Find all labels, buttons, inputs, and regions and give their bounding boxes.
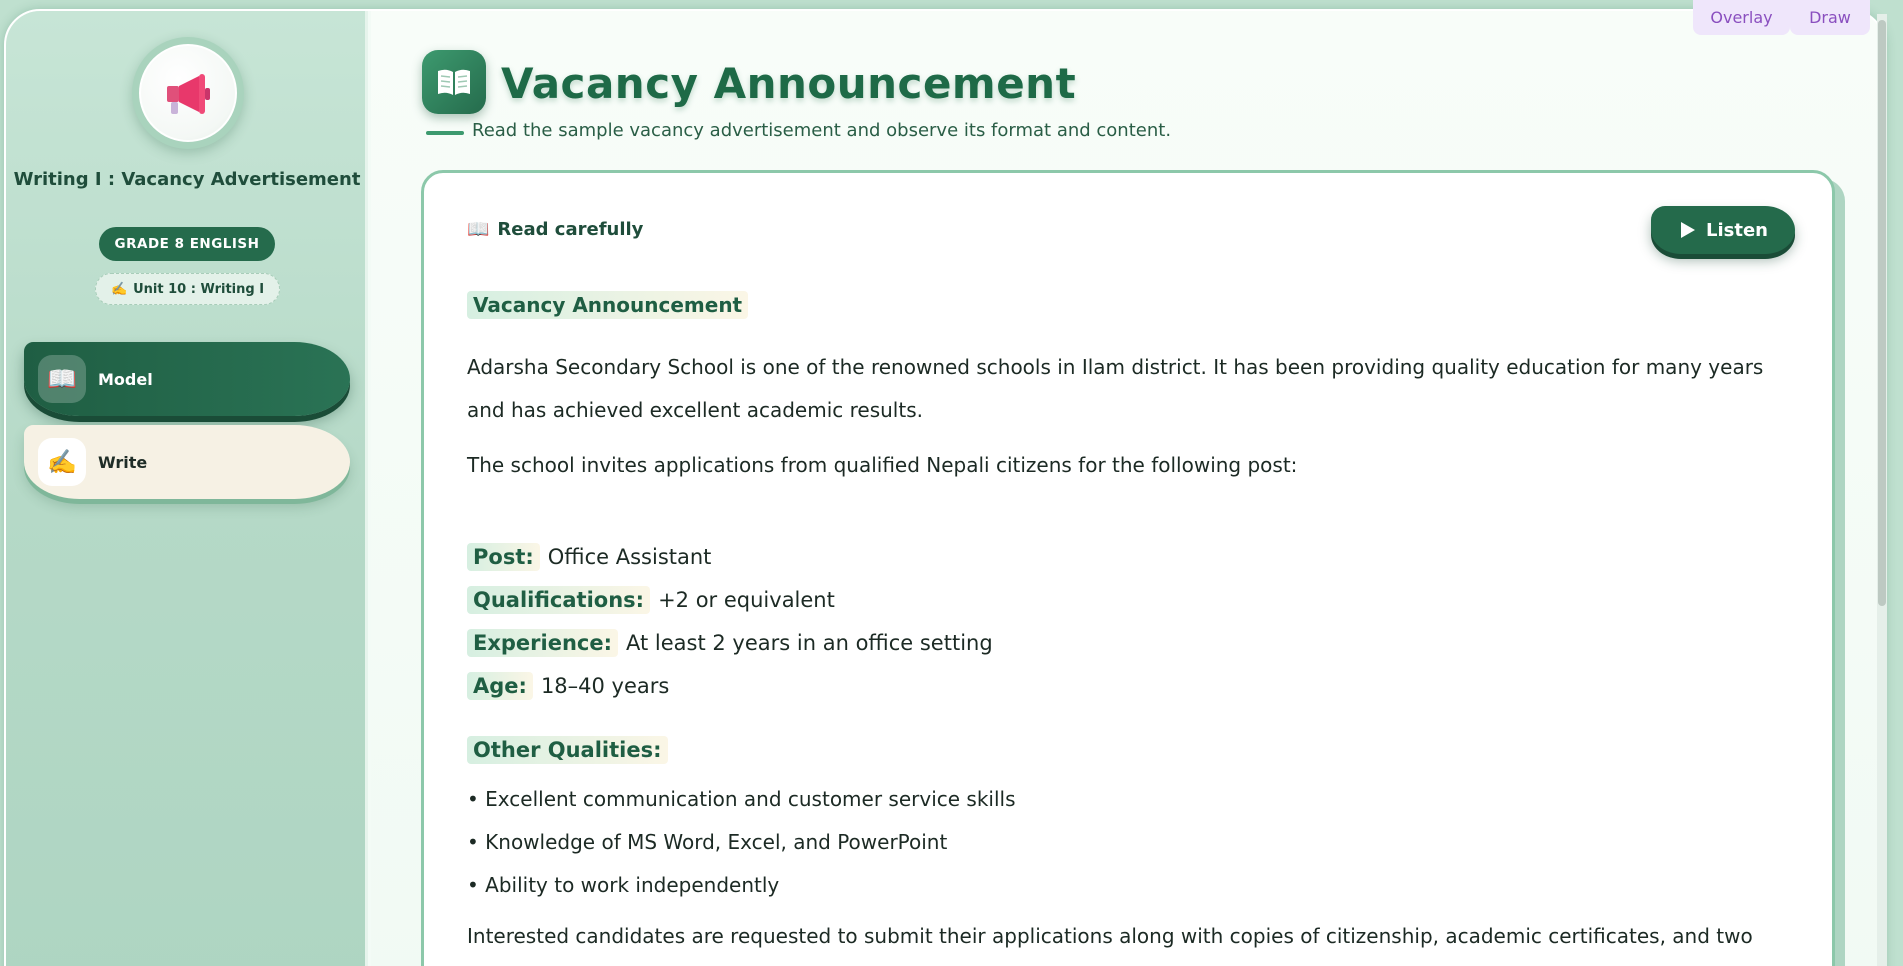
main-content [371,11,1884,966]
detail-label: Qualifications: [467,586,650,614]
intro-paragraph: Adarsha Secondary School is one of the renowned schools in Ilam district. It has been providing quality education for many years and has achieved excellent academic results. [467,355,1764,422]
writing-hand-icon: ✍️ [38,438,86,486]
list-item: • Ability to work independently [467,873,780,897]
nav-item-write[interactable] [24,425,350,499]
detail-label: Post: [467,543,540,571]
detail-row [467,586,835,614]
overlay-button[interactable]: Overlay [1693,0,1790,35]
reading-card [421,170,1835,966]
listen-button[interactable]: Listen [1651,206,1795,254]
open-book-icon [422,50,486,114]
megaphone-icon [165,72,215,116]
read-carefully-label: 📖 Read carefully [467,219,644,240]
open-book-icon: 📖 [467,219,490,240]
draw-button[interactable]: Draw [1790,0,1870,35]
detail-row [467,543,711,571]
play-icon [1678,221,1696,239]
other-qualities-heading: Other Qualities: [467,736,668,764]
subtitle-accent [426,131,464,135]
nav-item-model[interactable] [24,342,350,416]
grade-badge: GRADE 8 ENGLISH [99,227,275,261]
app-frame [4,9,1886,966]
detail-value: At least 2 years in an office setting [626,631,993,655]
open-book-icon: 📖 [38,355,86,403]
instructions-paragraph: Interested candidates are requested to submit their applications along with copies of citizenship, academic certificates, and two [467,924,1753,948]
nav-item-label: Write [98,452,148,472]
list-item: • Knowledge of MS Word, Excel, and PowerPoint [467,830,948,854]
writing-hand-icon: ✍️ [110,281,128,297]
detail-value: +2 or equivalent [658,588,835,612]
nav-item-label: Model [98,369,153,389]
lesson-title: Writing I : Vacancy Advertisement [13,169,361,190]
unit-label: Unit 10 : Writing I [133,281,265,297]
detail-label: Experience: [467,629,618,657]
detail-row [467,629,993,657]
invitation-paragraph: The school invites applications from qualified Nepali citizens for the following post: [467,453,1298,477]
detail-label: Age: [467,672,533,700]
detail-value: Office Assistant [547,545,712,569]
list-item: • Excellent communication and customer service skills [467,787,1016,811]
unit-badge [95,273,280,305]
detail-value: 18–40 years [540,674,670,698]
page-subtitle: Read the sample vacancy advertisement and observe its format and content. [472,120,1172,141]
app-logo [132,37,244,149]
advertisement-heading: Vacancy Announcement [467,291,748,319]
scrollbar-thumb[interactable] [1878,20,1886,606]
detail-row [467,672,669,700]
sidebar [6,11,368,966]
page-title: Vacancy Announcement [501,59,1077,108]
